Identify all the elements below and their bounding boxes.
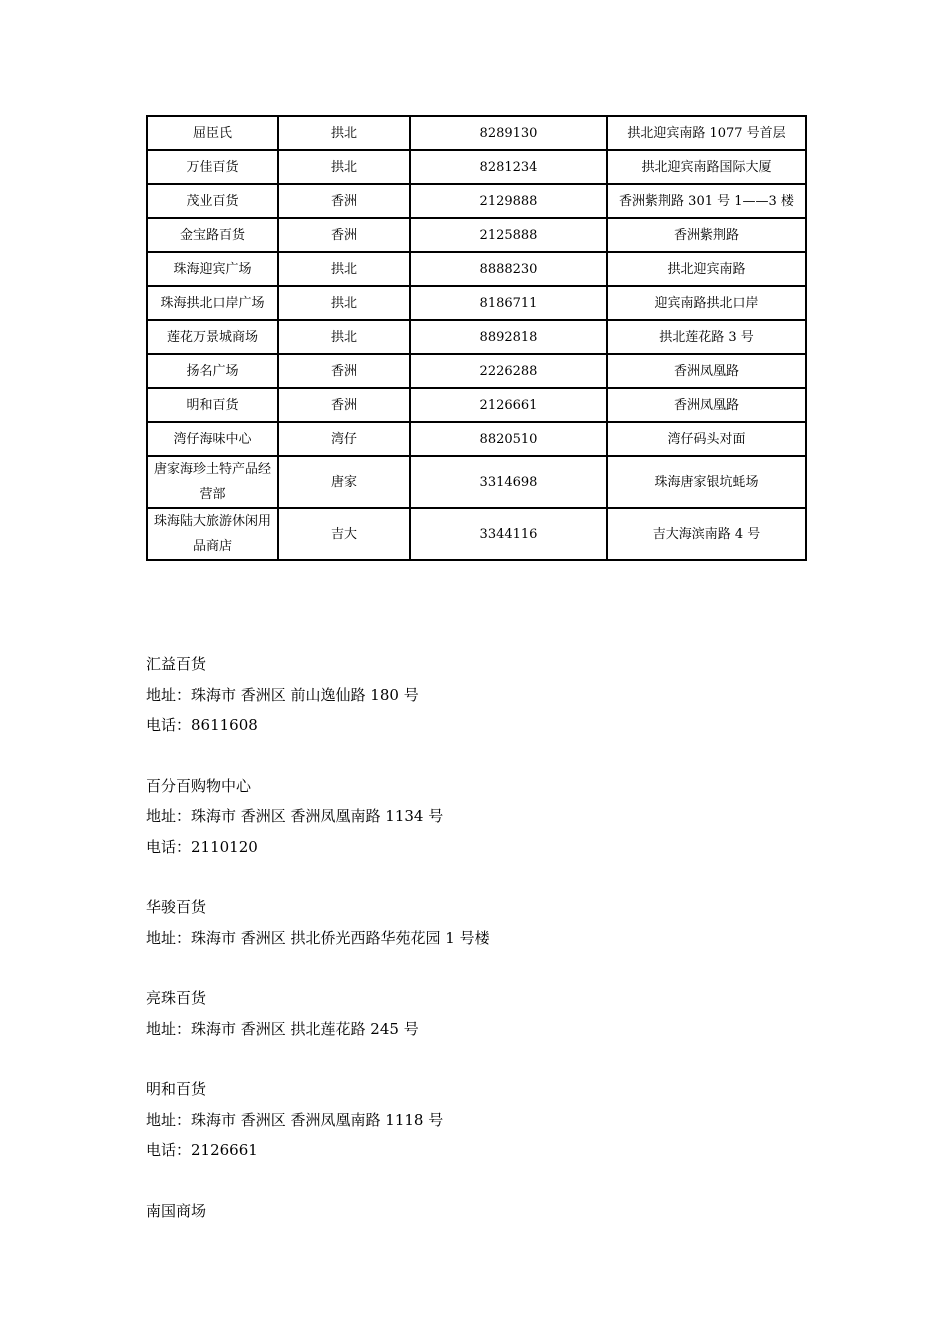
shop-name-cell: 屈臣氏 bbox=[147, 116, 278, 150]
district-cell: 香洲 bbox=[278, 354, 410, 388]
shop-name-cell: 湾仔海味中心 bbox=[147, 422, 278, 456]
address-cell: 香洲紫荆路 301 号 1——3 楼 bbox=[607, 184, 806, 218]
store-address: 地址：珠海市 香洲区 前山逸仙路 180 号 bbox=[146, 685, 419, 704]
address-cell: 迎宾南路拱北口岸 bbox=[607, 286, 806, 320]
table-row bbox=[147, 422, 806, 456]
store-address: 地址：珠海市 香洲区 香洲凤凰南路 1134 号 bbox=[146, 807, 444, 825]
shop-name-cell: 茂业百货 bbox=[147, 184, 278, 218]
table-row bbox=[147, 508, 806, 560]
table-row bbox=[147, 320, 806, 354]
phone-cell: 8888230 bbox=[410, 252, 607, 286]
district-cell: 唐家 bbox=[278, 456, 410, 508]
address-cell: 香洲凤凰路 bbox=[607, 354, 806, 388]
phone-cell: 2226288 bbox=[410, 354, 607, 388]
phone-cell: 2125888 bbox=[410, 218, 607, 252]
table-row bbox=[147, 354, 806, 388]
table-row bbox=[147, 252, 806, 286]
store-phone: 电话：2110120 bbox=[146, 837, 258, 856]
table-row bbox=[147, 286, 806, 320]
address-cell: 拱北莲花路 3 号 bbox=[607, 320, 806, 354]
table-row bbox=[147, 456, 806, 508]
phone-cell: 2126661 bbox=[410, 388, 607, 422]
shop-name-cell: 唐家海珍土特产品经营部 bbox=[147, 456, 278, 508]
store-name: 华骏百货 bbox=[146, 898, 207, 916]
district-cell: 香洲 bbox=[278, 218, 410, 252]
address-cell: 拱北迎宾南路 bbox=[607, 252, 806, 286]
table-row bbox=[147, 218, 806, 252]
district-cell: 拱北 bbox=[278, 320, 410, 354]
table-row bbox=[147, 116, 806, 150]
store-name: 亮珠百货 bbox=[146, 989, 207, 1007]
district-cell: 拱北 bbox=[278, 286, 410, 320]
district-cell: 吉大 bbox=[278, 508, 410, 560]
phone-cell: 8820510 bbox=[410, 422, 607, 456]
district-cell: 拱北 bbox=[278, 116, 410, 150]
address-cell: 拱北迎宾南路 1077 号首层 bbox=[607, 116, 806, 150]
shop-name-cell: 明和百货 bbox=[147, 388, 278, 422]
store-entry bbox=[146, 892, 846, 953]
table-row bbox=[147, 184, 806, 218]
phone-cell: 2129888 bbox=[410, 184, 607, 218]
district-cell: 拱北 bbox=[278, 150, 410, 184]
store-name: 汇益百货 bbox=[146, 655, 207, 673]
store-phone: 电话：8611608 bbox=[146, 716, 258, 734]
address-cell: 吉大海滨南路 4 号 bbox=[607, 508, 806, 560]
table-row bbox=[147, 150, 806, 184]
phone-cell: 8281234 bbox=[410, 150, 607, 184]
store-entry bbox=[146, 771, 846, 863]
store-entry bbox=[146, 649, 846, 741]
store-phone: 电话：2126661 bbox=[146, 1141, 258, 1159]
store-list bbox=[146, 649, 846, 1256]
shop-name-cell: 扬名广场 bbox=[147, 354, 278, 388]
district-cell: 香洲 bbox=[278, 388, 410, 422]
store-name: 明和百货 bbox=[146, 1080, 207, 1098]
address-cell: 拱北迎宾南路国际大厦 bbox=[607, 150, 806, 184]
shop-name-cell: 珠海拱北口岸广场 bbox=[147, 286, 278, 320]
store-entry bbox=[146, 1074, 846, 1166]
store-entry bbox=[146, 1196, 846, 1227]
address-cell: 湾仔码头对面 bbox=[607, 422, 806, 456]
shop-name-cell: 金宝路百货 bbox=[147, 218, 278, 252]
district-cell: 拱北 bbox=[278, 252, 410, 286]
shop-name-cell: 莲花万景城商场 bbox=[147, 320, 278, 354]
store-address: 地址：珠海市 香洲区 拱北侨光西路华苑花园 1 号楼 bbox=[146, 928, 490, 947]
store-name: 南国商场 bbox=[146, 1201, 207, 1220]
phone-cell: 8892818 bbox=[410, 320, 607, 354]
address-cell: 香洲凤凰路 bbox=[607, 388, 806, 422]
store-name: 百分百购物中心 bbox=[146, 776, 252, 795]
district-cell: 香洲 bbox=[278, 184, 410, 218]
address-cell: 珠海唐家银坑蚝场 bbox=[607, 456, 806, 508]
store-address: 地址：珠海市 香洲区 拱北莲花路 245 号 bbox=[146, 1019, 419, 1038]
phone-cell: 3314698 bbox=[410, 456, 607, 508]
phone-cell: 8289130 bbox=[410, 116, 607, 150]
phone-cell: 3344116 bbox=[410, 508, 607, 560]
address-cell: 香洲紫荆路 bbox=[607, 218, 806, 252]
shop-name-cell: 珠海陆大旅游休闲用品商店 bbox=[147, 508, 278, 560]
shop-table bbox=[146, 115, 807, 561]
store-address: 地址：珠海市 香洲区 香洲凤凰南路 1118 号 bbox=[146, 1110, 444, 1129]
table-row bbox=[147, 388, 806, 422]
phone-cell: 8186711 bbox=[410, 286, 607, 320]
shop-name-cell: 珠海迎宾广场 bbox=[147, 252, 278, 286]
shop-name-cell: 万佳百货 bbox=[147, 150, 278, 184]
store-entry bbox=[146, 983, 846, 1044]
district-cell: 湾仔 bbox=[278, 422, 410, 456]
